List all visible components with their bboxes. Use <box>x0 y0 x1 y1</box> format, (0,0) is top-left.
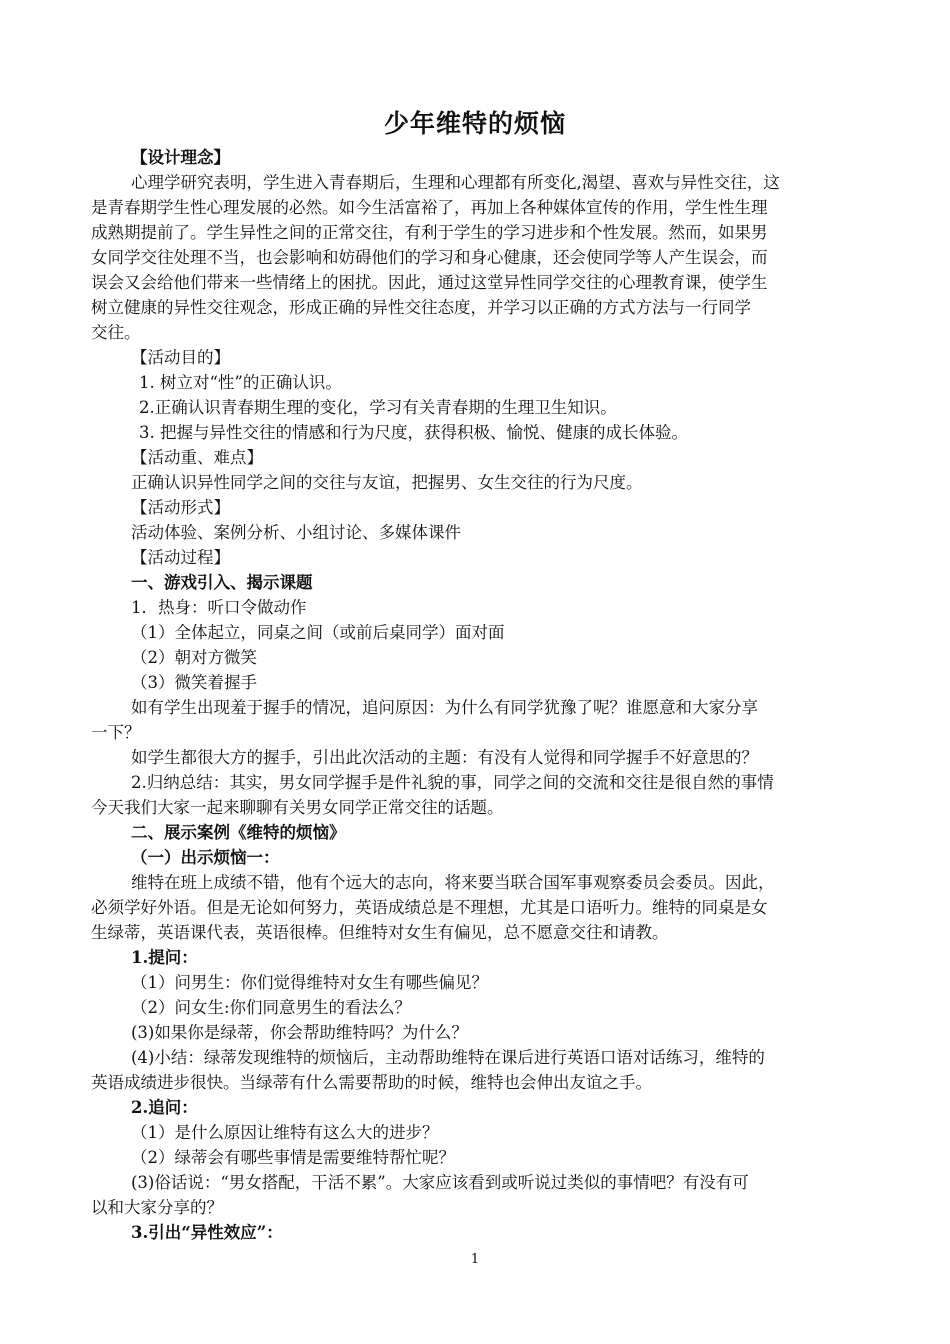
list-item: （3）微笑着握手 <box>131 673 257 692</box>
sub-heading: （一）出示烦恼一： <box>131 848 280 867</box>
paragraph-line: 英语成绩进步很快。当绿蒂有什么需要帮助的时候，维特也会伸出友谊之手。 <box>91 1073 652 1092</box>
document-title: 少年维特的烦恼 <box>383 109 566 138</box>
paragraph-line: 如有学生出现羞于握手的情况，追问原因：为什么有同学犹豫了呢？谁愿意和大家分享 <box>131 698 758 717</box>
section-heading-form: 【活动形式】 <box>131 498 230 517</box>
step-heading: 二、展示案例《维特的烦恼》 <box>131 823 346 842</box>
list-item: （2）绿蒂会有哪些事情是需要维特帮忙呢？ <box>131 1148 455 1167</box>
list-item: （1）问男生：你们觉得维特对女生有哪些偏见？ <box>131 973 488 992</box>
page-number: 1 <box>470 1252 480 1267</box>
paragraph-line: 如学生都很大方的握手，引出此次活动的主题：有没有人觉得和同学握手不好意思的？ <box>131 748 758 767</box>
sub-heading: 2.追问： <box>131 1098 198 1117</box>
step-heading: 一、游戏引入、揭示课题 <box>131 573 313 592</box>
paragraph-line: 必须学好外语。但是无论如何努力，英语成绩总是不理想，尤其是口语听力。维特的同桌是女 <box>91 898 768 917</box>
list-item: （2）朝对方微笑 <box>131 648 257 667</box>
paragraph-line: 2.归纳总结：其实，男女同学握手是件礼貌的事，同学之间的交流和交往是很自然的事情 <box>131 773 774 792</box>
paragraph-line: 成熟期提前了。学生异性之间的正常交往，有利于学生的学习进步和个性发展。然而，如果男 <box>91 223 768 242</box>
paragraph-line: 是青春期学生性心理发展的必然。如今生活富裕了，再加上各种媒体宣传的作用，学生性生理 <box>91 198 768 217</box>
paragraph-line: 误会又会给他们带来一些情绪上的困扰。因此，通过这堂异性同学交往的心理教育课，使学生 <box>91 273 768 292</box>
paragraph-line: 正确认识异性同学之间的交往与友谊，把握男、女生交往的行为尺度。 <box>131 473 643 492</box>
list-item: 1. 树立对“性”的正确认识。 <box>139 373 342 392</box>
section-heading-goal: 【活动目的】 <box>131 348 230 367</box>
section-heading-focus: 【活动重、难点】 <box>131 448 263 467</box>
list-item: （2）问女生:你们同意男生的看法么？ <box>131 998 412 1017</box>
paragraph-line: 女同学交往处理不当，也会影响和妨碍他们的学习和身心健康，还会使同学等人产生误会，而 <box>91 248 768 267</box>
list-item: (3)如果你是绿蒂，你会帮助维特吗？为什么？ <box>131 1023 468 1042</box>
paragraph-line: 活动体验、案例分析、小组讨论、多媒体课件 <box>131 523 461 542</box>
paragraph-line: 心理学研究表明，学生进入青春期后，生理和心理都有所变化,渴望、喜欢与异性交往，这 <box>131 173 780 192</box>
section-heading-design: 【设计理念】 <box>131 148 230 167</box>
paragraph-line: 今天我们大家一起来聊聊有关男女同学正常交往的话题。 <box>91 798 504 817</box>
list-item: (4)小结：绿蒂发现维特的烦恼后，主动帮助维特在课后进行英语口语对话练习，维特的 <box>131 1048 765 1067</box>
sub-heading: 1.提问： <box>131 948 198 967</box>
list-item: 2.正确认识青春期生理的变化，学习有关青春期的生理卫生知识。 <box>139 398 617 417</box>
list-item: 1．热身：听口令做动作 <box>131 598 307 617</box>
list-item: （1）是什么原因让维特有这么大的进步？ <box>131 1123 439 1142</box>
paragraph-line: 树立健康的异性交往观念，形成正确的异性交往态度，并学习以正确的方式方法与一行同学 <box>91 298 751 317</box>
paragraph-line: 交往。 <box>91 323 141 342</box>
paragraph-line: 以和大家分享的？ <box>91 1198 223 1217</box>
list-item: 3. 把握与异性交往的情感和行为尺度，获得积极、愉悦、健康的成长体验。 <box>139 423 688 442</box>
list-item: （1）全体起立，同桌之间（或前后桌同学）面对面 <box>131 623 505 642</box>
paragraph-line: 维特在班上成绩不错，他有个远大的志向，将来要当联合国军事观察委员会委员。因此， <box>131 873 775 892</box>
list-item: (3)俗话说：“男女搭配，干活不累”。大家应该看到或听说过类似的事情吧？有没有可 <box>131 1173 749 1192</box>
paragraph-line: 生绿蒂，英语课代表，英语很棒。但维特对女生有偏见，总不愿意交往和请教。 <box>91 923 669 942</box>
paragraph-line: 一下？ <box>91 723 141 742</box>
sub-heading: 3.引出“异性效应”： <box>131 1223 283 1242</box>
section-heading-process: 【活动过程】 <box>131 548 230 567</box>
